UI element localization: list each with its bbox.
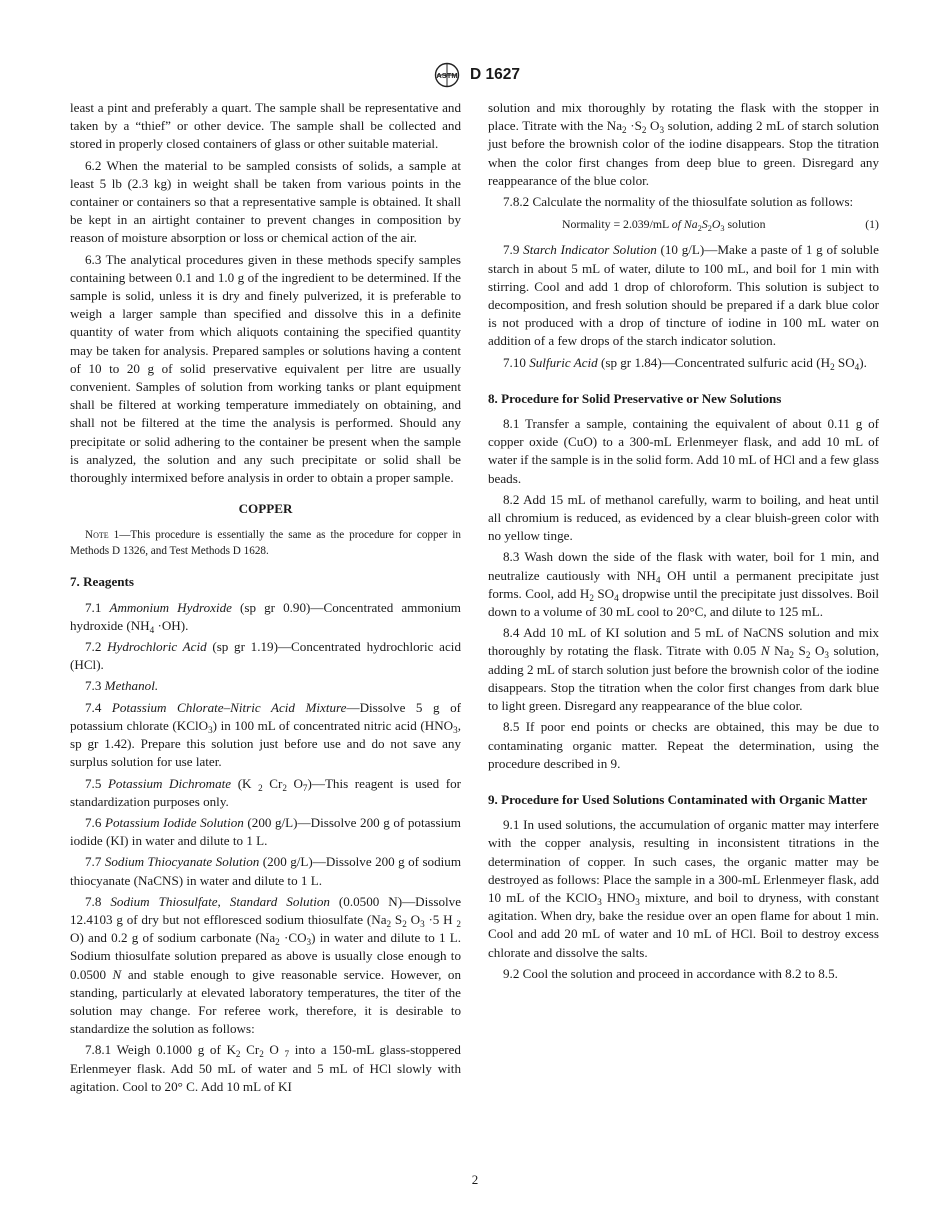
paragraph-7-9: 7.9 Starch Indicator Solution (10 g/L)—Make a paste of 1 g of soluble starch in about 5 mL of water, dilute to 100 mL, and boil for 1 min with stirring. Cool and add 1 drop of chloroform. This solution is subject to decomposition, and fresh solution should be prepared if a dark blue color is not produced with a drop of tincture of iodine in 100 mL water on addition of a few drops of the starch indicator solution. [488,242,879,349]
page-header [0,62,950,88]
paragraph-6-1-continued: least a pint and preferably a quart. The sample shall be representative and taken by a “thief” or other device. The sample shall be collected and stored in properly closed containers of glass or other suitable material. [70,100,461,152]
paragraph-6-2: 6.2 When the material to be sampled consists of solids, a sample at least 5 lb (2.3 kg) in weight shall be taken from various points in the container or containers so that a representative sample is obtained. It shall be kept in an airtight container to prevent changes in composition by reason of moisture absorption or loss or chemical action of the air. [70,157,461,246]
page-number: 2 [471,1172,479,1187]
document-designation: D 1627 [470,66,520,83]
paragraph-6-3: 6.3 The analytical procedures given in these methods specify samples containing between 0.1 and 1.0 g of the ingredient to be determined. If the sample is solid, unless it is dry and finely pulverized, it is preferable to weigh a larger sample than specified and dissolve this in a definite quantity of water from which aliquots containing the specified quantity may be taken for analysis. Prepared samples or solutions having a content of 10 to 20 g of solid preservative equivalent per litre are usually convenient. Samples of solution from working tanks or plant equipment shall be filtered at working temperature immediately on obtaining, and shall not be filtered at the time the analysis is performed. Should any precipitate or solid adhering to the container be present when the sample is analyzed, the solution and any such precipitate or solid shall be thoroughly intermixed before analysis in order to obtain a proper sample. [70,251,461,486]
paragraph-7-1: 7.1 Ammonium Hydroxide (sp gr 0.90)—Concentrated ammonium hydroxide $(NH_4 \cdot OH)$. [70,599,461,636]
section-7-heading: 7. Reagents [70,574,135,590]
equation-1: Normality = 2.039/mL of $Na_2S_2O_3$ solution (1) [562,217,879,234]
paragraph-7-8: 7.8 Sodium Thiosulfate, Standard Solution (0.0500 N)—Dissolve 12.4103 g of dry but not effloresced sodium thiosulfate ($Na_2$ $S_2$ $O_3 \cdot 5$ H $_2$ O) and 0.2 g of sodium carbonate $(Na_2 \cdot CO_3)$ in water and dilute to 1 L. Sodium thiosulfate solution prepared as above is usually close enough to 0.0500 N and stable enough to give reasonable service. However, on standing, particularly at elevated laboratory temperatures, the titer of the solution may change. For referee work, therefore, it is desirable to standardize the solution as follows: [70,893,462,1037]
astm-logo-icon [430,62,464,88]
paragraph-7-8-1: 7.8.1 Weigh 0.1000 g of $K_2$ $Cr_2$ O $_7$ into a 150-mL glass-stoppered Erlenmeyer flask. Add 50 mL of water and 5 mL of HCl slowly with agitation. Cool to 20° C. Add 10 mL of KI [70,1042,461,1094]
copper-heading: COPPER [238,501,293,517]
right-column [488,99,879,986]
paragraph-7-8-1-continued: solution and mix thoroughly by rotating the flask with the stopper in place. Titrate with the $Na_2 \cdot S_2$ $O_3$ solution, adding 2 mL of starch solution just before the brownish color of the iodine disappears. Stop the titration when the color first changes from deep blue to green. Disregard any reappearance of the blue color. [488,100,879,188]
paragraph-8-2: 8.2 Add 15 mL of methanol carefully, warm to boiling, and heat until all chromium is reduced, as evidenced by a clear bluish-green color with no yellow tinge. [488,491,879,544]
note-1: Note 1—This procedure is essentially the same as the procedure for copper in Methods D 1326, and Test Methods D 1628. [70,529,461,558]
paragraph-7-5: 7.5 Potassium Dichromate (K $_2$ $Cr_2$ $O_7)—This$ reagent is used for standardization purposes only. [70,775,461,809]
paragraph-8-1: 8.1 Transfer a sample, containing the equivalent of about 0.11 g of copper oxide (CuO) to a 300-mL Erlenmeyer flask, and add 10 mL of water if the sample is in the solid form. Add 10 mL of HCl and a few glass beads. [488,416,879,486]
section-9-heading: 9. Procedure for Used Solutions Contaminated with Organic Matter [488,791,868,807]
paragraph-7-8-2: 7.8.2 Calculate the normality of the thiosulfate solution as follows: [503,194,854,210]
paragraph-7-6: 7.6 Potassium Iodide Solution (200 g/L)—Dissolve 200 g of potassium iodide (KI) in water and dilute to 1 L. [70,814,461,849]
svg-text:ASTM: ASTM [436,71,458,80]
paragraph-9-1: 9.1 In used solutions, the accumulation of organic matter may interfere with the copper analysis, resulting in inconsistent titrations in the determination of copper. In such cases, the organic matter may be destroyed as follows: Place the sample in a 300-mL Erlenmeyer flask, add 10 mL of the KClO$_3$ $HNO_3$ mixture, and boil to dryness, with constant agitation. When dry, bake the residue over an open flame for about 1 min. Cool and add 20 mL of water and 10 mL of HCl. Boil to destroy excess chlorate and dissolve the salts. [488,817,879,960]
left-column [70,99,461,1099]
paragraph-9-2: 9.2 Cool the solution and proceed in accordance with 8.2 to 8.5. [503,965,838,981]
paragraph-7-10: 7.10 Sulfuric Acid (sp gr 1.84)—Concentrated sulfuric acid ($H_2$ $SO_4$). [503,354,867,372]
paragraph-8-5: 8.5 If poor end points or checks are obtained, this may be due to contaminating organic matter. Repeat the determination, using the procedure described in 9. [488,719,879,771]
paragraph-8-3: 8.3 Wash down the side of the flask with water, boil for 1 min, and neutralize cautiously with $NH_4$ OH until a permanent precipitate just forms. Cool, add $H_2$ $SO_4$ dropwise until the precipitate just dissolves. Boil down to a volume of 30 mL cool to 20°C, and dilute to 125 mL. [488,549,879,620]
paragraph-7-7: 7.7 Sodium Thiocyanate Solution (200 g/L)—Dissolve 200 g of sodium thiocyanate (NaCNS) in water and dilute to 1 L. [70,854,461,888]
paragraph-7-2: 7.2 Hydrochloric Acid (sp gr 1.19)—Concentrated hydrochloric acid (HCl). [70,639,461,673]
section-8-heading: 8. Procedure for Solid Preservative or New Solutions [488,390,782,406]
equation-number: (1) [865,217,879,232]
paragraph-7-4: 7.4 Potassium Chlorate–Nitric Acid Mixture—Dissolve 5 g of potassium chlorate (KClO$_3$) in 100 mL of concentrated nitric acid ($HNO_3$, sp gr 1.42). Prepare this solution just before use and do not save any surplus solution for use later. [70,699,461,770]
paragraph-8-4: 8.4 Add 10 mL of KI solution and 5 mL of NaCNS solution and mix thoroughly by rotating the flask. Titrate with 0.05 N $Na_2$ $S_2$ $O_3$ solution, adding 2 mL of starch solution just before the brownish color of the iodine disappears. Stop the titration when the color first changes from dark blue to light green. Disregard any reappearance of the blue color. [488,625,880,714]
paragraph-7-3: 7.3 Methanol. [85,678,159,694]
